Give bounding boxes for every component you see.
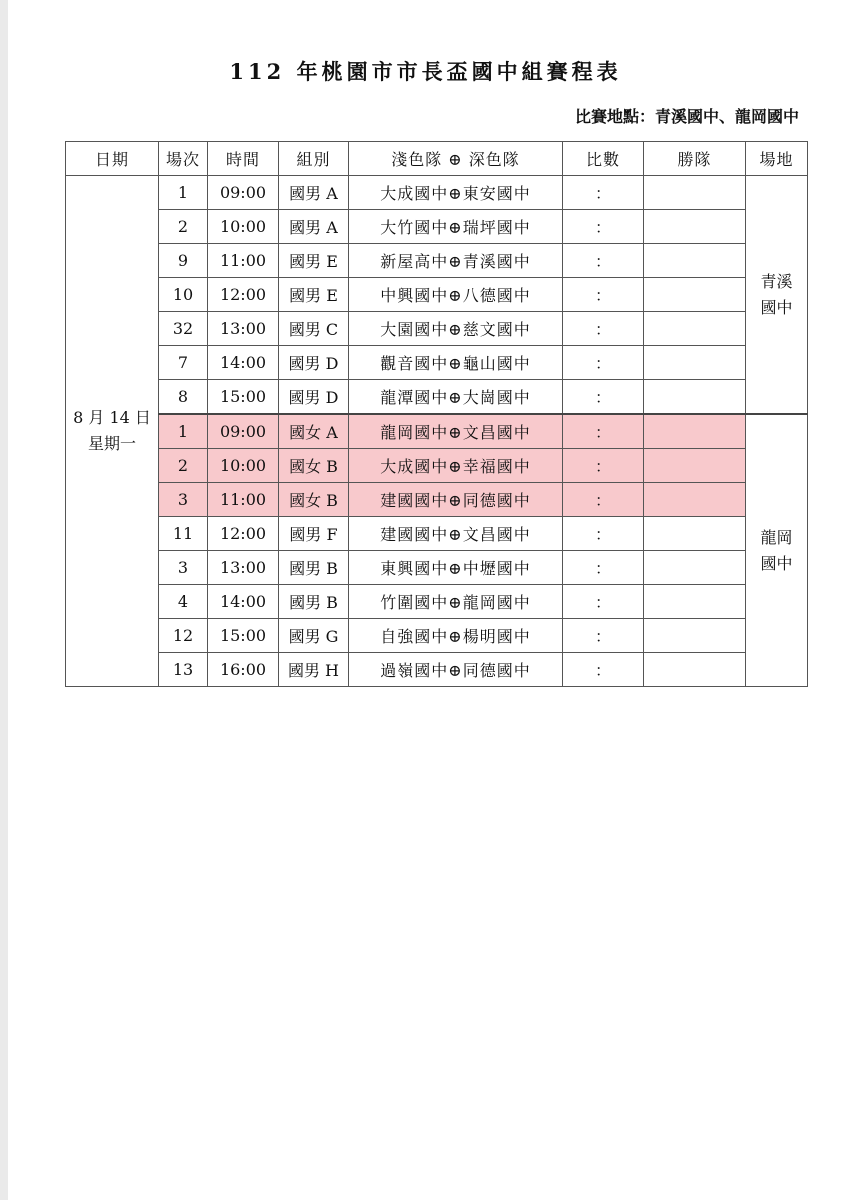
group-cell: 國男 E <box>279 244 349 278</box>
winner-cell <box>644 346 746 380</box>
winner-cell <box>644 380 746 415</box>
time-cell: 10:00 <box>208 449 279 483</box>
teams-cell: 大成國中⊕幸福國中 <box>349 449 563 483</box>
score-cell: ： <box>563 653 644 687</box>
venue-cell <box>746 414 808 687</box>
group-cell: 國男 D <box>279 346 349 380</box>
match-no-cell: 32 <box>159 312 208 346</box>
time-cell: 12:00 <box>208 517 279 551</box>
match-no-cell: 9 <box>159 244 208 278</box>
group-cell: 國男 G <box>279 619 349 653</box>
match-no-cell: 12 <box>159 619 208 653</box>
winner-cell <box>644 176 746 210</box>
time-cell: 13:00 <box>208 312 279 346</box>
match-no-cell: 11 <box>159 517 208 551</box>
match-no-cell: 8 <box>159 380 208 415</box>
teams-cell: 大竹國中⊕瑞坪國中 <box>349 210 563 244</box>
time-cell: 10:00 <box>208 210 279 244</box>
score-cell: ： <box>563 346 644 380</box>
teams-cell: 觀音國中⊕龜山國中 <box>349 346 563 380</box>
teams-cell: 龍岡國中⊕文昌國中 <box>349 414 563 449</box>
venue-name-line2: 國中 <box>760 297 793 317</box>
teams-cell: 大園國中⊕慈文國中 <box>349 312 563 346</box>
winner-cell <box>644 551 746 585</box>
score-cell: ： <box>563 380 644 415</box>
winner-cell <box>644 312 746 346</box>
table-row <box>66 414 808 449</box>
group-cell: 國男 A <box>279 210 349 244</box>
winner-cell <box>644 244 746 278</box>
venue-name-line1: 青溪 <box>760 271 793 291</box>
group-cell: 國男 A <box>279 176 349 210</box>
header-match-no: 場次 <box>159 142 208 176</box>
time-cell: 09:00 <box>208 414 279 449</box>
venue-line: 比賽地點：青溪國中、龍岡國中 <box>574 107 799 126</box>
time-cell: 09:00 <box>208 176 279 210</box>
table-row <box>66 278 808 312</box>
teams-cell: 中興國中⊕八德國中 <box>349 278 563 312</box>
time-cell: 14:00 <box>208 346 279 380</box>
header-venue: 場地 <box>746 142 808 176</box>
teams-cell: 新屋高中⊕青溪國中 <box>349 244 563 278</box>
table-row <box>66 380 808 415</box>
table-row <box>66 551 808 585</box>
winner-cell <box>644 619 746 653</box>
time-cell: 15:00 <box>208 619 279 653</box>
match-no-cell: 13 <box>159 653 208 687</box>
group-cell: 國男 B <box>279 551 349 585</box>
teams-cell: 東興國中⊕中壢國中 <box>349 551 563 585</box>
score-cell: ： <box>563 210 644 244</box>
score-cell: ： <box>563 619 644 653</box>
winner-cell <box>644 414 746 449</box>
table-row <box>66 517 808 551</box>
teams-cell: 龍潭國中⊕大崗國中 <box>349 380 563 415</box>
time-cell: 11:00 <box>208 483 279 517</box>
group-cell: 國男 C <box>279 312 349 346</box>
match-no-cell: 3 <box>159 483 208 517</box>
score-cell: ： <box>563 312 644 346</box>
teams-cell: 竹圍國中⊕龍岡國中 <box>349 585 563 619</box>
weekday-text: 星期一 <box>87 434 136 453</box>
score-cell: ： <box>563 244 644 278</box>
header-winner: 勝隊 <box>644 142 746 176</box>
winner-cell <box>644 585 746 619</box>
score-cell: ： <box>563 483 644 517</box>
teams-cell: 大成國中⊕東安國中 <box>349 176 563 210</box>
match-no-cell: 1 <box>159 176 208 210</box>
teams-cell: 建國國中⊕文昌國中 <box>349 517 563 551</box>
table-row <box>66 312 808 346</box>
score-cell: ： <box>563 551 644 585</box>
score-cell: ： <box>563 414 644 449</box>
score-cell: ： <box>563 176 644 210</box>
group-cell: 國女 B <box>279 483 349 517</box>
match-no-cell: 7 <box>159 346 208 380</box>
venue-name-line1: 龍岡 <box>760 527 793 547</box>
header-time: 時間 <box>208 142 279 176</box>
header-row <box>66 142 808 176</box>
time-cell: 14:00 <box>208 585 279 619</box>
group-cell: 國女 A <box>279 414 349 449</box>
group-cell: 國男 H <box>279 653 349 687</box>
page-edge <box>0 0 8 1200</box>
table-row <box>66 210 808 244</box>
table-row <box>66 449 808 483</box>
teams-cell: 建國國中⊕同德國中 <box>349 483 563 517</box>
table-row <box>66 176 808 210</box>
score-cell: ： <box>563 585 644 619</box>
page-title: 112 年桃園市市長盃國中組賽程表 <box>229 59 622 84</box>
winner-cell <box>644 449 746 483</box>
score-cell: ： <box>563 278 644 312</box>
score-cell: ： <box>563 449 644 483</box>
schedule-table <box>65 141 808 687</box>
match-no-cell: 10 <box>159 278 208 312</box>
match-no-cell: 2 <box>159 449 208 483</box>
venue-cell <box>746 176 808 415</box>
match-no-cell: 1 <box>159 414 208 449</box>
group-cell: 國男 D <box>279 380 349 415</box>
time-cell: 13:00 <box>208 551 279 585</box>
match-no-cell: 4 <box>159 585 208 619</box>
group-cell: 國男 E <box>279 278 349 312</box>
time-cell: 16:00 <box>208 653 279 687</box>
time-cell: 15:00 <box>208 380 279 415</box>
winner-cell <box>644 278 746 312</box>
header-teams: 淺色隊 ⊕ 深色隊 <box>349 142 563 176</box>
match-no-cell: 3 <box>159 551 208 585</box>
table-row <box>66 585 808 619</box>
date-text: 8 月 14 日 <box>73 408 151 427</box>
date-cell <box>66 176 159 687</box>
group-cell: 國男 F <box>279 517 349 551</box>
table-row <box>66 619 808 653</box>
table-row <box>66 346 808 380</box>
match-no-cell: 2 <box>159 210 208 244</box>
winner-cell <box>644 483 746 517</box>
time-cell: 11:00 <box>208 244 279 278</box>
winner-cell <box>644 517 746 551</box>
winner-cell <box>644 653 746 687</box>
time-cell: 12:00 <box>208 278 279 312</box>
table-row <box>66 483 808 517</box>
table-row <box>66 244 808 278</box>
venue-name-line2: 國中 <box>760 553 793 573</box>
header-date: 日期 <box>66 142 159 176</box>
group-cell: 國男 B <box>279 585 349 619</box>
table-row <box>66 653 808 687</box>
header-score: 比數 <box>563 142 644 176</box>
header-group: 組別 <box>279 142 349 176</box>
teams-cell: 過嶺國中⊕同德國中 <box>349 653 563 687</box>
group-cell: 國女 B <box>279 449 349 483</box>
winner-cell <box>644 210 746 244</box>
teams-cell: 自強國中⊕楊明國中 <box>349 619 563 653</box>
score-cell: ： <box>563 517 644 551</box>
